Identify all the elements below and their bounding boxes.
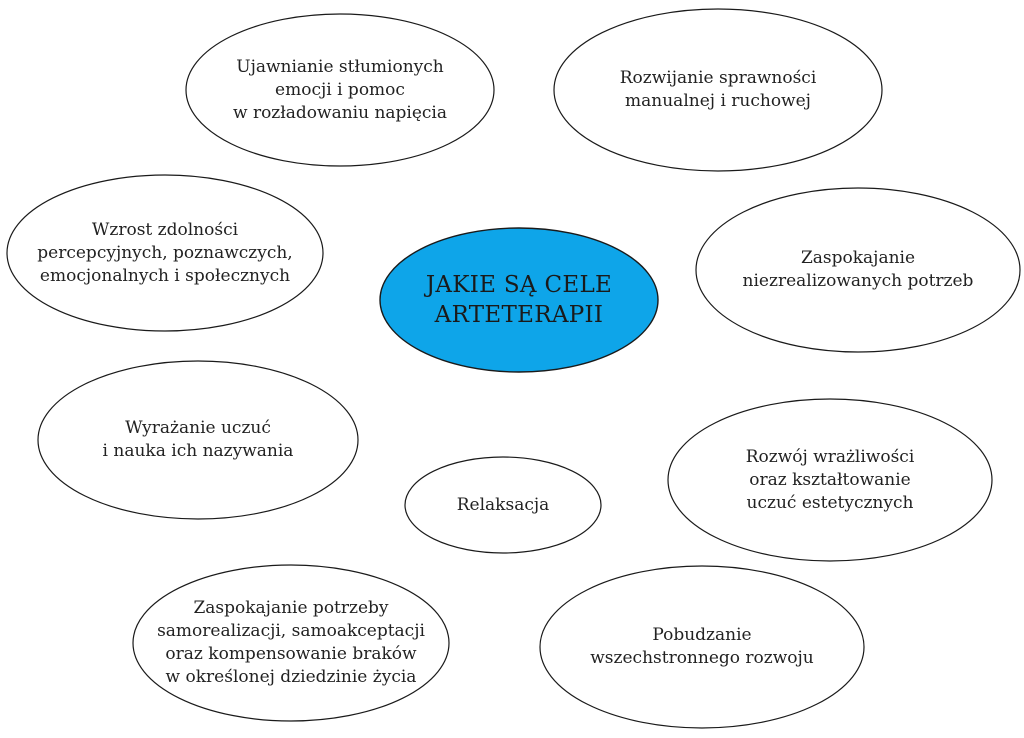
- goal-rozwoj-line: Pobudzanie: [652, 625, 752, 645]
- goal-relaksacja-label: [405, 457, 601, 553]
- goal-ujawnianie-line: Ujawnianie stłumionych: [236, 56, 444, 77]
- goal-samorealizacja-line: Zaspokajanie potrzeby: [193, 598, 389, 618]
- goal-uczucia-line: i nauka ich nazywania: [102, 441, 294, 461]
- goal-samorealizacja-line: w określonej dziedzinie życia: [165, 667, 417, 687]
- center-topic-line: ARTETERAPII: [434, 302, 604, 328]
- goal-wrazliwosc-line: Rozwój wrażliwości: [745, 446, 915, 467]
- goal-rozwoj-line: wszechstronnego rozwoju: [590, 648, 814, 668]
- goal-potrzeby-label: [696, 188, 1020, 352]
- goal-sprawnosci-line: manualnej i ruchowej: [625, 91, 811, 111]
- goal-wrazliwosc-line: uczuć estetycznych: [746, 492, 914, 513]
- goal-wzrost-line: Wzrost zdolności: [91, 219, 239, 240]
- goal-potrzeby-line: Zaspokajanie: [800, 248, 916, 268]
- goal-samorealizacja-line: samorealizacji, samoakceptacji: [157, 621, 425, 641]
- goal-samorealizacja-line: oraz kompensowanie braków: [165, 644, 417, 664]
- goal-uczucia-line: Wyrażanie uczuć: [125, 418, 271, 438]
- goal-samorealizacja-label: [133, 565, 449, 721]
- goal-uczucia-label: [38, 361, 358, 519]
- goal-wzrost-line: emocjonalnych i społecznych: [39, 265, 291, 286]
- goal-ujawnianie-label: [186, 14, 494, 166]
- goal-potrzeby-line: niezrealizowanych potrzeb: [742, 271, 974, 291]
- goal-ujawnianie-line: w rozładowaniu napięcia: [232, 102, 448, 123]
- goal-relaksacja-line: Relaksacja: [456, 494, 550, 515]
- center-topic-label: [380, 228, 658, 372]
- goal-wzrost-line: percepcyjnych, poznawczych,: [37, 242, 293, 263]
- goal-wrazliwosc-label: [668, 399, 992, 561]
- goal-sprawnosci-label: [554, 9, 882, 171]
- goal-ujawnianie-line: emocji i pomoc: [275, 79, 405, 100]
- goal-sprawnosci-line: Rozwijanie sprawności: [619, 68, 817, 88]
- goal-rozwoj-label: [540, 566, 864, 728]
- goal-wrazliwosc-line: oraz kształtowanie: [749, 469, 911, 490]
- center-topic-line: JAKIE SĄ CELE: [425, 272, 613, 298]
- goal-wzrost-label: [7, 175, 323, 331]
